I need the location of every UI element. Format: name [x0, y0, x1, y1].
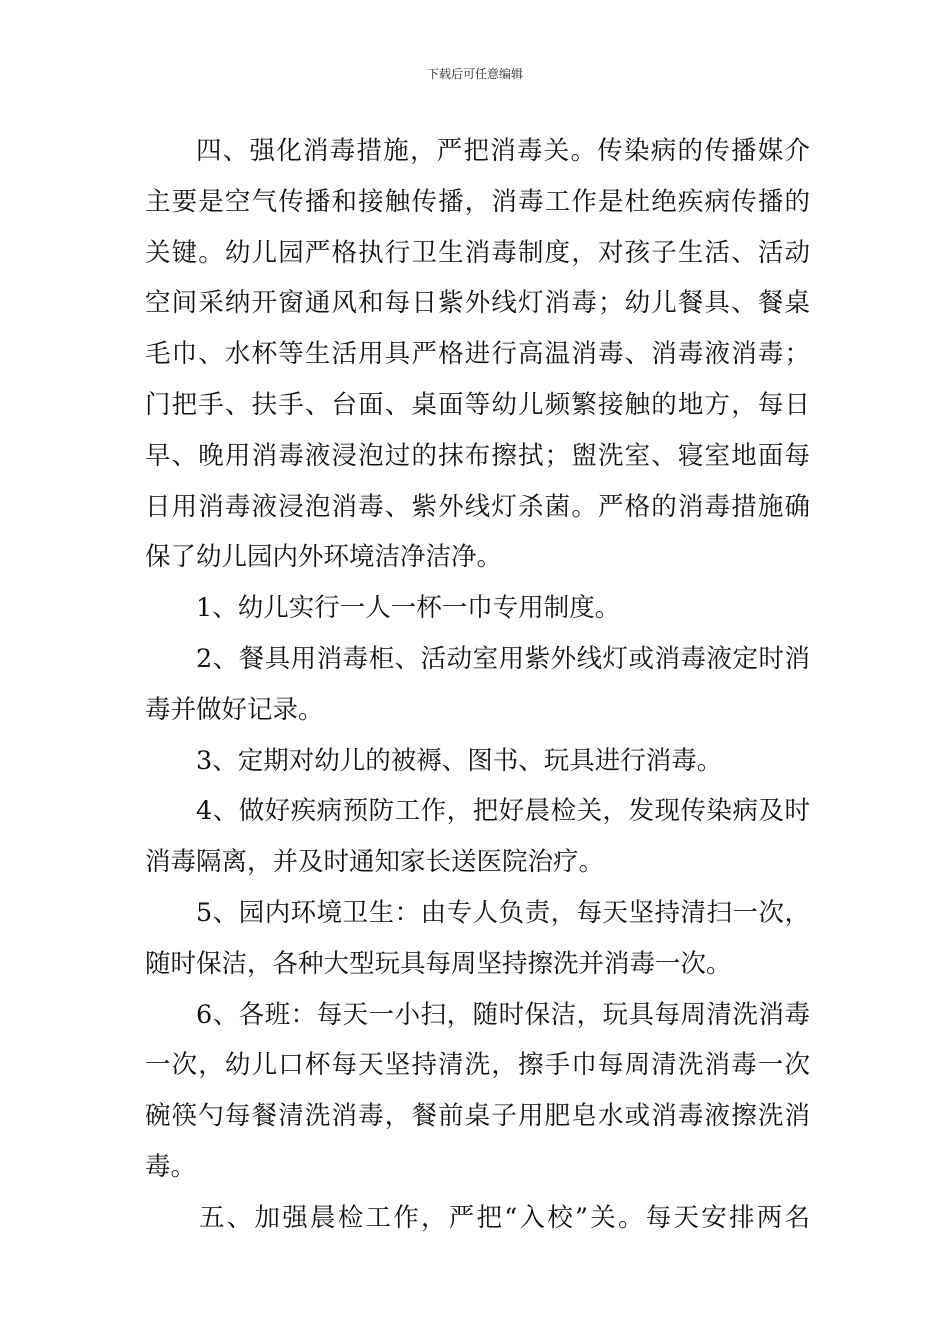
paragraph-line: 保了幼儿园内外环境洁净洁净。 [145, 542, 503, 573]
list-item-line: 2、餐具用消毒柜、活动室用紫外线灯或消毒液定时消 [196, 643, 810, 674]
paragraph-line: 主要是空气传播和接触传播，消毒工作是杜绝疾病传播的 [145, 186, 810, 217]
list-item-line: 4、做好疾病预防工作，把好晨检关，发现传染病及时 [196, 796, 810, 827]
paragraph-line: 早、晚用消毒液浸泡过的抹布擦拭；盥洗室、寝室地面每 [145, 440, 810, 471]
paragraph-line: 日用消毒液浸泡消毒、紫外线灯杀菌。严格的消毒措施确 [145, 491, 810, 522]
list-item-line: 1、幼儿实行一人一杯一巾专用制度。 [196, 593, 621, 624]
list-item-line: 毒并做好记录。 [145, 694, 324, 725]
paragraph-line: 关键。幼儿园严格执行卫生消毒制度，对孩子生活、活动 [145, 237, 810, 268]
paragraph-line: 四、强化消毒措施，严把消毒关。传染病的传播媒介 [196, 136, 810, 166]
list-item-line: 消毒隔离，并及时通知家长送医院治疗。 [145, 847, 605, 878]
paragraph-line: 门把手、扶手、台面、桌面等幼儿频繁接触的地方，每日 [145, 389, 810, 420]
list-item-line: 一次，幼儿口杯每天坚持清洗，擦手巾每周清洗消毒一次 [145, 1050, 810, 1081]
list-item-line: 碗筷勺每餐清洗消毒，餐前桌子用肥皂水或消毒液擦洗消 [145, 1101, 810, 1132]
paragraph-line: 毛巾、水杯等生活用具严格进行高温消毒、消毒液消毒； [145, 339, 810, 370]
page-header-note: 下载后可任意编辑 [426, 67, 523, 81]
list-item-line: 毒。 [145, 1151, 197, 1182]
list-item-line: 随时保洁，各种大型玩具每周坚持擦洗并消毒一次。 [145, 948, 732, 979]
paragraph-line: 空间采纳开窗通风和每日紫外线灯消毒；幼儿餐具、餐桌 [145, 288, 810, 319]
list-item-line: 6、各班：每天一小扫，随时保洁，玩具每周清洗消毒 [196, 999, 810, 1030]
paragraph-line: 五、加强晨检工作，严把“入校”关。每天安排两名 [199, 1202, 810, 1233]
list-item-line: 5、园内环境卫生：由专人负责，每天坚持清扫一次， [196, 897, 810, 928]
list-item-line: 3、定期对幼儿的被褥、图书、玩具进行消毒。 [196, 745, 723, 776]
document-body [145, 126, 810, 1244]
